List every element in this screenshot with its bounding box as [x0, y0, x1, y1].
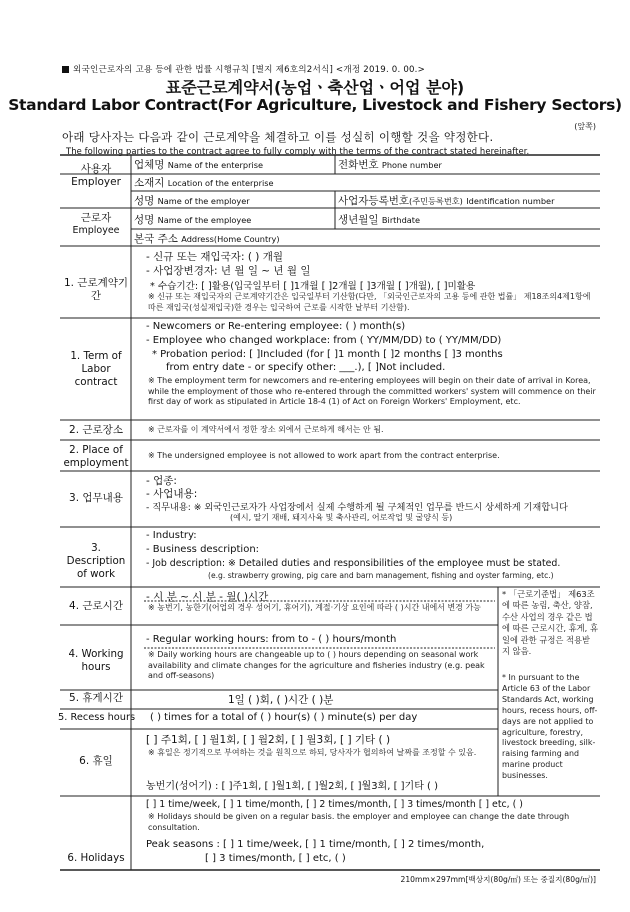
s1-en-probation[interactable]: * Probation period: [ ]Included (for [ ]1 month [ ]2 months [ ]3 months: [152, 349, 503, 360]
s1-en-changed-workplace[interactable]: - Employee who changed workplace: from ( YY/MM/DD) to ( YY/MM/DD): [146, 335, 502, 346]
s6-en-note: ※ Holidays should be given on a regular basis. the employer and employee can change the date through consultation.: [148, 812, 570, 832]
s2-en-label: 2. Place of employment: [63, 444, 129, 469]
s1-ko-note: ※ 신규 또는 재입국자의 근로계약기간은 입국일부터 기산함(다만, 「외국인근로자의 고용 등에 관한 법률」 제18조의4제1항에 따른 재입국(성실재입국)한 경우는 입국하여 근로를 시작한 날부터 기산함).: [148, 292, 591, 312]
s6-ko-note: ※ 휴일은 정기적으로 부여하는 것을 원칙으로 하되, 당사자가 협의하여 날짜를 조정할 수 있음.: [148, 748, 477, 757]
enterprise-name-field[interactable]: 업체명 Name of the enterprise: [134, 159, 264, 171]
s3-ko-industry[interactable]: - 업종:: [146, 475, 177, 487]
employee-label: [62, 212, 130, 237]
title-english: Standard Labor Contract(For Agriculture, Livestock and Fishery Sectors): [8, 96, 622, 114]
s3-ko-label: 3. 업무내용: [69, 492, 123, 504]
s3-en-industry[interactable]: - Industry:: [146, 530, 197, 541]
s4-en-label: 4. Working hours: [68, 648, 124, 673]
s4-ko-label: 4. 근로시간: [69, 600, 123, 612]
intro-english: The following parties to the contract agree to fully comply with the terms of the contract stated hereinafter.: [66, 146, 530, 156]
employee-label-en: Employee: [72, 225, 120, 237]
s3-ko-job[interactable]: - 직무내용: ※ 외국인근로자가 사업장에서 실제 수행하게 될 구체적인 업무를 반드시 상세하게 기재합니다: [146, 502, 568, 513]
employer-label-ko: 사용자: [80, 163, 112, 175]
phone-field[interactable]: 전화번호 Phone number: [338, 159, 442, 171]
birthdate-field[interactable]: 생년월일 Birthdate: [338, 214, 421, 226]
s5-en-recess[interactable]: ( ) times for a total of ( ) hour(s) ( ) minute(s) per day: [150, 712, 418, 723]
employee-label-ko: 근로자: [80, 212, 112, 224]
s3-ko-business[interactable]: - 사업내용:: [146, 488, 198, 500]
s4-en-note: ※ Daily working hours are changeable up to ( ) hours depending on seasonal work availability and climate changes for the agriculture and fisheries industry (e.g. peak and off-seasons): [148, 650, 485, 681]
s1-ko-new-entry[interactable]: - 신규 또는 재입국자: ( ) 개월: [146, 251, 283, 263]
s3-en-job[interactable]: - Job description: ※ Detailed duties and responsibilities of the employee must be stated.: [146, 558, 561, 569]
s1-en-note: ※ The employment term for newcomers and re-entering employees will begin on their date of arrival in Korea, while the employment of those who re-entered through the committed workers' system will commence on their first day of work as stipulated in Article 18-4 (1) of Act on Foreign Workers' Employment, etc.: [148, 376, 596, 407]
s3-en-label: 3. Description of work: [66, 542, 126, 580]
s6-en-peak[interactable]: Peak seasons : [ ] 1 time/week, [ ] 1 time/month, [ ] 2 times/month,: [146, 839, 485, 850]
s1-ko-changed-workplace[interactable]: - 사업장변경자: 년 월 일 ~ 년 월 일: [146, 265, 311, 277]
s1-en-label: 1. Term of Labor contract: [70, 350, 122, 388]
s3-en-business[interactable]: - Business description:: [146, 544, 260, 555]
location-field[interactable]: 소재지 Location of the enterprise: [134, 177, 274, 189]
s6-en-peak-more[interactable]: [ ] 3 times/month, [ ] etc, ( ): [205, 853, 346, 864]
s1-en-probation-other[interactable]: from entry date - or specify other: ___.), [ ]Not included.: [166, 362, 446, 373]
s6-en-holidays[interactable]: [ ] 1 time/week, [ ] 1 time/month, [ ] 2 times/month, [ ] 3 times/month [ ] etc, ( ): [146, 799, 523, 810]
s5-en-label: 5. Recess hours: [58, 712, 136, 723]
s3-ko-example: (예시, 딸기 재배, 돼지사육 및 축사관리, 어로작업 및 굴양식 등): [230, 513, 453, 522]
paper-spec-footer: 210mm×297mm[백상지(80g/㎡) 또는 중질지(80g/㎡)]: [400, 875, 596, 884]
employer-label-en: Employer: [71, 176, 121, 189]
employee-name-field[interactable]: 성명 Name of the employee: [134, 214, 252, 226]
s6-ko-label: 6. 휴일: [79, 755, 113, 767]
s2-ko-text: ※ 근로자를 이 계약서에서 정한 장소 외에서 근로하게 해서는 안 됨.: [148, 425, 384, 434]
form-reference-text: 외국인근로자의 고용 등에 관한 법률 시행규칙 [별지 제6호의2서식] <개정 2019. 0. 00.>: [73, 65, 426, 75]
sidebar-note-en: * In pursuant to the Article 63 of the Labor Standards Act, working hours, recess hours, off-days are not applied to agriculture, forestry, livestock breeding, silk-raising farming and marine product businesses.: [502, 673, 598, 781]
s1-en-new-entry[interactable]: - Newcomers or Re-entering employee: ( ) month(s): [146, 321, 406, 332]
s1-ko-label: 1. 근로계약기간: [63, 277, 129, 303]
s4-ko-hours[interactable]: - 시 분 ~ 시 분 - 월( )시간: [146, 591, 269, 603]
employer-name-field[interactable]: 성명 Name of the employer: [134, 195, 250, 207]
sidebar-note-ko: * 「근로기준법」 제63조에 따른 농림, 축산, 양잠, 수산 사업의 경우 같은 법에 따른 근로시간, 휴게, 휴일에 관한 규정은 적용받지 않음.: [502, 589, 598, 657]
s1-ko-probation[interactable]: * 수습기간: [ ]활용(입국일부터 [ ]1개월 [ ]2개월 [ ]3개월 [ ]개월), [ ]미활용: [150, 281, 476, 292]
s2-en-text: ※ The undersigned employee is not allowed to work apart from the contract enterprise.: [148, 451, 500, 460]
s4-ko-note: ※ 농번기, 농한기(어업의 경우 성어기, 휴어기), 계절·기상 요인에 따라 ( )시간 내에서 변경 가능: [148, 603, 481, 612]
home-address-field[interactable]: 본국 주소 Address(Home Country): [134, 233, 280, 245]
employer-label: [62, 163, 130, 189]
s2-ko-label: 2. 근로장소: [69, 424, 123, 436]
title-korean: 표준근로계약서(농업ㆍ축산업ㆍ어업 분야): [165, 78, 465, 97]
page-side-label: (앞쪽): [574, 122, 596, 131]
s5-ko-recess[interactable]: 1일 ( )회, ( )시간 ( )분: [228, 694, 334, 706]
s3-en-example: (e.g. strawberry growing, pig care and barn management, fishing and oyster farming, etc.): [208, 571, 554, 580]
s6-en-label: 6. Holidays: [67, 852, 125, 864]
registration-number-field[interactable]: 사업자등록번호(주민등록번호) Identification number: [338, 195, 555, 207]
s6-ko-holidays[interactable]: [ ] 주1회, [ ] 월1회, [ ] 월2회, [ ] 월3회, [ ] 기타 ( ): [146, 734, 391, 746]
s5-ko-label: 5. 휴게시간: [69, 692, 123, 704]
intro-korean: 아래 당사자는 다음과 같이 근로계약을 체결하고 이를 성실히 이행할 것을 약정한다.: [62, 130, 494, 144]
s4-en-hours[interactable]: - Regular working hours: from to - ( ) hours/month: [146, 634, 397, 645]
s6-ko-peak[interactable]: 농번기(성어기) : [ ]주1회, [ ]월1회, [ ]월2회, [ ]월3회, [ ]기타 ( ): [146, 781, 439, 792]
